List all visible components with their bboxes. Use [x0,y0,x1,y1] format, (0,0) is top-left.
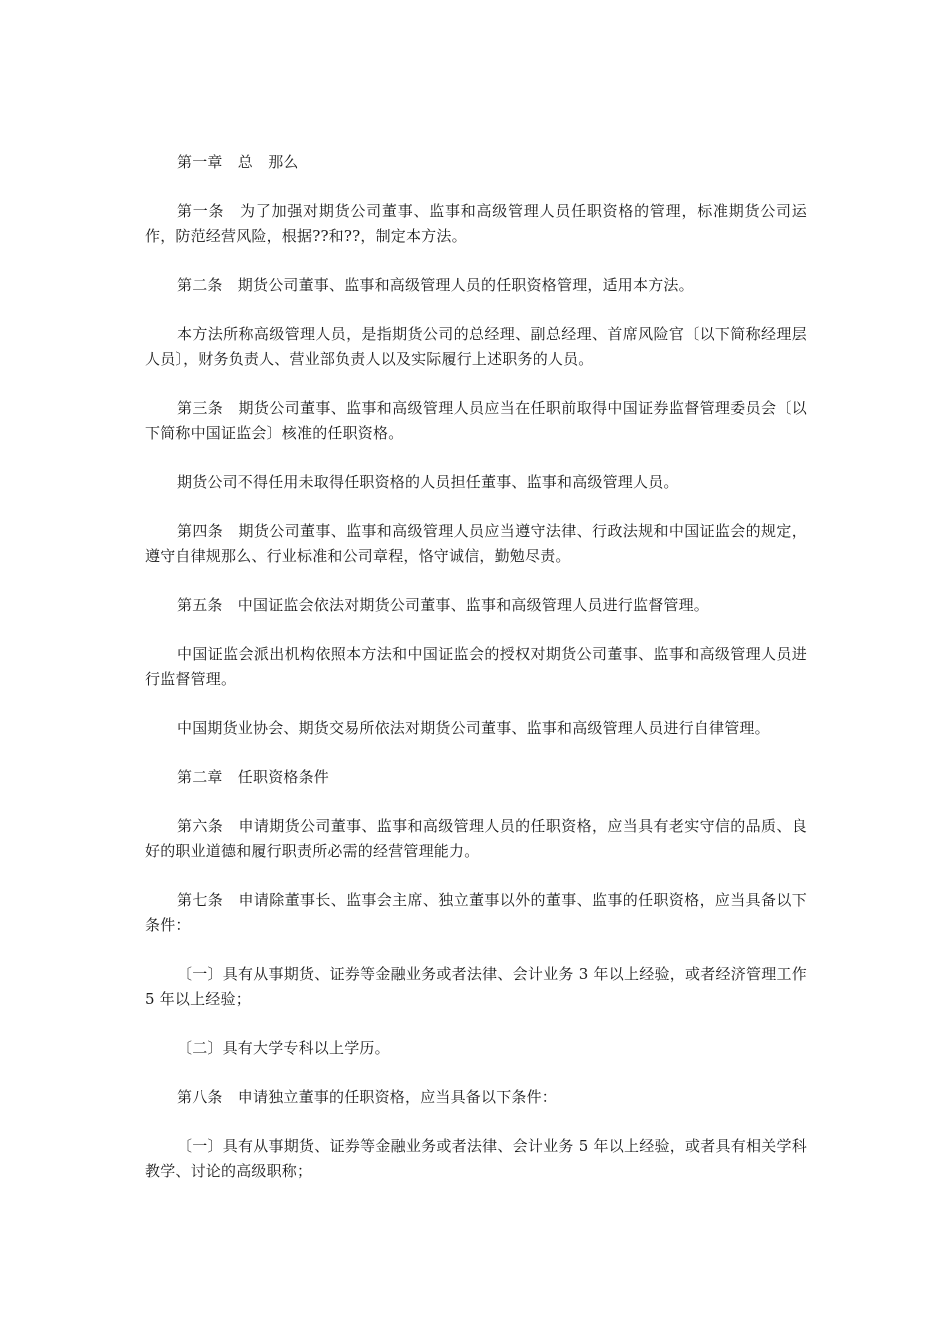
article-paragraph: 第八条 申请独立董事的任职资格，应当具备以下条件： [177,1088,558,1106]
chapter-heading: 第一章 总 那么 [177,153,299,171]
article-paragraph: 中国期货业协会、期货交易所依法对期货公司董事、监事和高级管理人员进行自律管理。 [177,719,770,737]
article-paragraph: 第七条 申请除董事长、监事会主席、独立董事以外的董事、监事的任职资格，应当具备以下条件： [145,891,807,934]
article-paragraph: 第二条 期货公司董事、监事和高级管理人员的任职资格管理，适用本方法。 [177,276,694,294]
list-item: 〔一〕具有从事期货、证券等金融业务或者法律、会计业务 5 年以上经验，或者具有相关学科教学、讨论的高级职称； [145,1137,807,1180]
document-body [145,150,812,1208]
article-paragraph: 本方法所称高级管理人员，是指期货公司的总经理、副总经理、首席风险官〔以下简称经理层人员〕，财务负责人、营业部负责人以及实际履行上述职务的人员。 [145,325,807,368]
article-paragraph: 第六条 申请期货公司董事、监事和高级管理人员的任职资格，应当具有老实守信的品质、良好的职业道德和履行职责所必需的经营管理能力。 [145,817,807,860]
chapter-heading: 第二章 任职资格条件 [177,768,330,786]
article-paragraph: 期货公司不得任用未取得任职资格的人员担任董事、监事和高级管理人员。 [177,473,679,491]
list-item: 〔二〕具有大学专科以上学历。 [177,1039,390,1057]
article-paragraph: 第三条 期货公司董事、监事和高级管理人员应当在任职前取得中国证券监督管理委员会〔以下简称中国证监会〕核准的任职资格。 [145,399,807,442]
article-paragraph: 第四条 期货公司董事、监事和高级管理人员应当遵守法律、行政法规和中国证监会的规定，遵守自律规那么、行业标准和公司章程，恪守诚信，勤勉尽责。 [145,522,807,565]
article-paragraph: 第一条 为了加强对期货公司董事、监事和高级管理人员任职资格的管理，标准期货公司运作，防范经营风险，根据??和??，制定本方法。 [145,202,807,245]
article-paragraph: 中国证监会派出机构依照本方法和中国证监会的授权对期货公司董事、监事和高级管理人员进行监督管理。 [145,645,807,688]
list-item: 〔一〕具有从事期货、证券等金融业务或者法律、会计业务 3 年以上经验，或者经济管理工作 5 年以上经验； [145,965,812,1008]
article-paragraph: 第五条 中国证监会依法对期货公司董事、监事和高级管理人员进行监督管理。 [177,596,710,614]
